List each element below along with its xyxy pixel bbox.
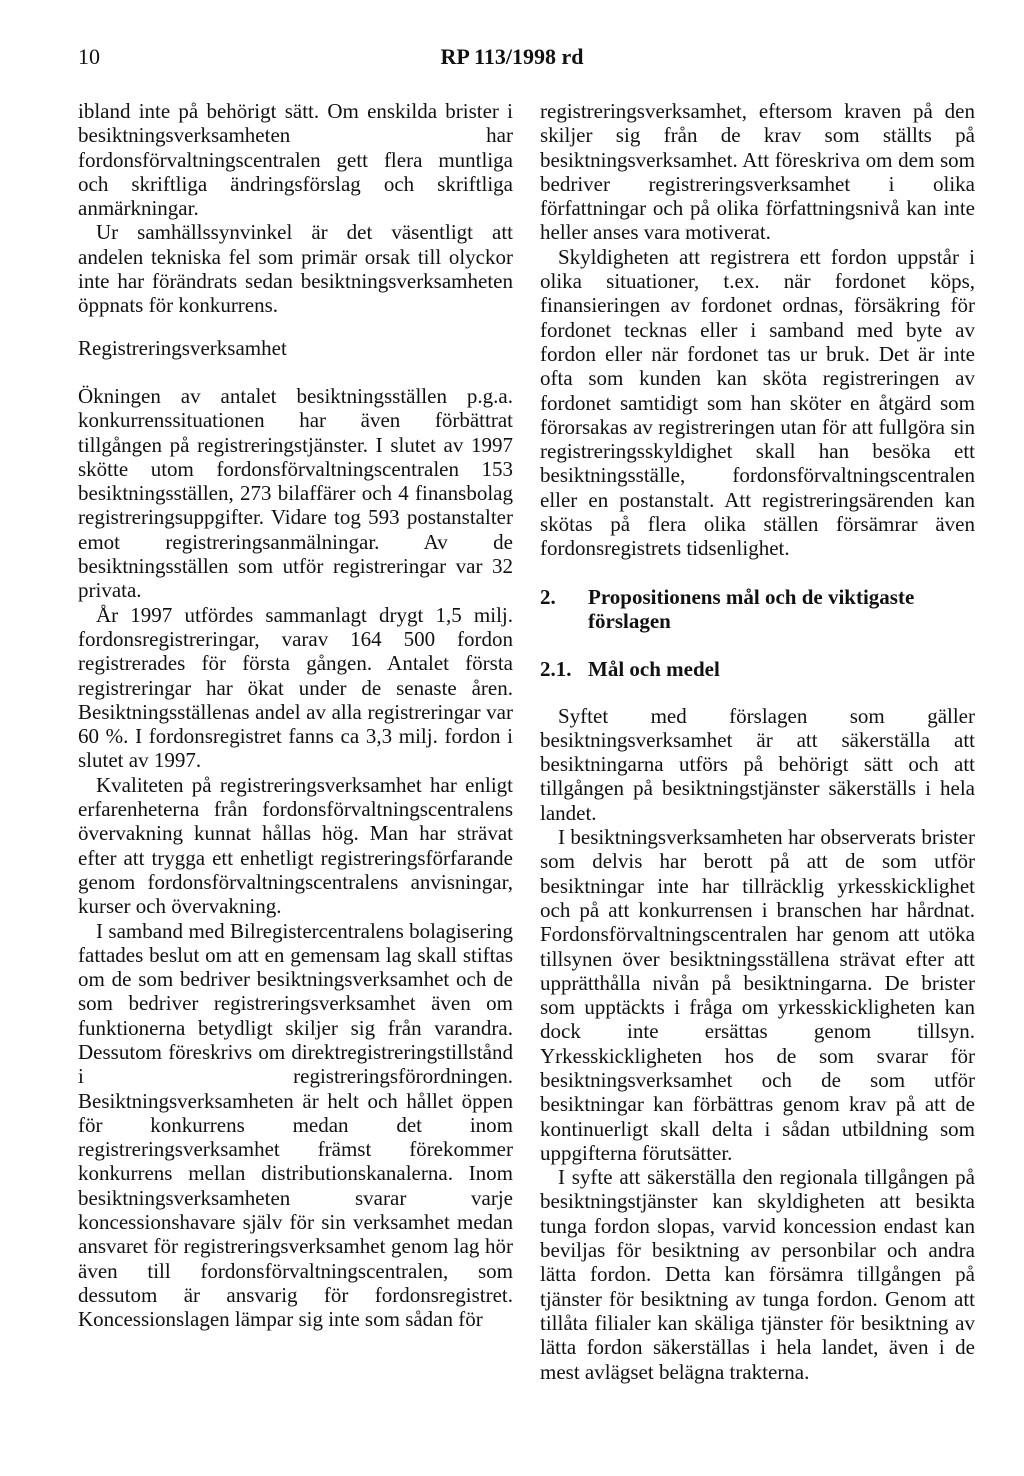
paragraph: I syfte att säkerställa den regionala tillgången på besiktningstjänster kan skyldigheten att besikta tunga fordon slopas, varvid koncession endast kan beviljas för besiktning av personbilar och andra lätta fordon. Detta kan försämra tillgången på tjänster för besiktning av tunga fordon. Genom att tillåta filialer kan skäliga tjänster för besiktning av lätta fordon säkerställas i hela landet, även i de mest avlägset belägna trakterna.	[540, 1165, 975, 1384]
paragraph: I samband med Bilregistercentralens bolagisering fattades beslut om att en gemensam lag skall stiftas om de som bedriver besiktningsverksamhet och de som bedriver registreringsverksamhet även om funktionerna betydligt skiljer sig från varandra. Dessutom föreskrivs om direktregistreringstillstånd i registreringsförordningen. Besiktningsverksamheten är helt och hållet öppen för konkurrens medan det inom registreringsverksamhet främst förekommer konkurrens mellan distributionskanalerna. Inom besiktningsverksamheten svarar varje koncessionshavare själv för sin verksamhet medan ansvaret för registreringsverksamhet genom lag hör även till fordonsförvaltningscentralen, som dessutom är ansvarig för fordonsregistret. Koncessionslagen lämpar sig inte som sådan för	[78, 918, 513, 1332]
paragraph: Ökningen av antalet besiktningsställen p.g.a. konkurrenssituationen har även förbättrat tillgången på registreringstjänster. I slutet av 1997 skötte utom fordonsförvaltningscentralen 153 besiktningsställen, 273 bilaffärer och 4 finansbolag registreringsuppgifter. Vidare tog 593 postanstalter emot registreringsanmälningar. Av de besiktningsställen som utför registreringar var 32 privata.	[78, 383, 513, 603]
section-heading	[540, 585, 975, 634]
subsection-heading	[540, 657, 975, 681]
paragraph: Ur samhällssynvinkel är det väsentligt att andelen tekniska fel som primär orsak till olyckor inte har förändrats sedan besiktningsverksamheten öppnats för konkurrens.	[78, 220, 513, 318]
right-column	[540, 99, 975, 1384]
paragraph: Syftet med förslagen som gäller besiktningsverksamhet är att säkerställa att besiktningarna utförs på behörigt sätt och att tillgången på besiktningstjänster säkerställs i hela landet.	[540, 703, 975, 825]
running-head: RP 113/1998 rd	[440, 44, 584, 69]
subsection-title: Mål och medel	[588, 657, 720, 682]
section-title: Propositionens mål och de viktigaste förslagen	[588, 584, 915, 633]
subheading: Registreringsverksamhet	[78, 335, 287, 360]
paragraph: Kvaliteten på registreringsverksamhet har enligt erfarenheterna från fordonsförvaltningscentralens övervakning kunnat hållas hög. Man har strävat efter att trygga ett enhetligt registreringsförfarande genom fordonsförvaltningscentralens anvisningar, kurser och övervakning.	[78, 772, 513, 919]
subsection-number: 2.1.	[540, 657, 572, 682]
paragraph: I besiktningsverksamheten har observerats brister som delvis har berott på att de som utför besiktningar inte har tillräcklig yrkesskicklighet och på att konkurrensen i branschen har hårdnat. Fordonsförvaltningscentralen har genom att utöka tillsynen över besiktningsställena strävat efter att upprätthålla nivån på besiktningarna. De brister som upptäckts i fråga om yrkesskickligheten kan dock inte ersättas genom tillsyn. Yrkesskickligheten hos de som svarar för besiktningsverksamhet och de som utför besiktningar kan förbättras genom krav på att de kontinuerligt skall delta i sådan utbildning som uppgifterna förutsätter.	[540, 825, 975, 1165]
page-number: 10	[78, 44, 100, 69]
left-column	[78, 99, 513, 1332]
section-number: 2.	[540, 584, 556, 609]
paragraph: Skyldigheten att registrera ett fordon uppstår i olika situationer, t.ex. när fordonet köps, finansieringen av fordonet ordnas, försäkring för fordonet tecknas eller i samband med byte av fordon eller när fordonet tas ur bruk. Det är inte ofta som kunden kan sköta registreringen av fordonet samtidigt som han sköter en åtgärd som förorsakas av registreringen utan för att fullgöra sin registreringsskyldighet skall han besöka ett besiktningsställe, fordonsförvaltningscentralen eller en postanstalt. Att registreringsärenden kan skötas på flera olika ställen försämrar även fordonsregistrets tidsenlighet.	[540, 244, 975, 561]
paragraph: År 1997 utfördes sammanlagt drygt 1,5 milj. fordonsregistreringar, varav 164 500 fordon registrerades för första gången. Antalet första registreringar har ökat under de senaste åren. Besiktningsställenas andel av alla registreringar var 60 %. I fordonsregistret fanns ca 3,3 milj. fordon i slutet av 1997.	[78, 602, 513, 773]
paragraph: registreringsverksamhet, eftersom kraven på den skiljer sig från de krav som ställts på besiktningsverksamhet. Att föreskriva om dem som bedriver registreringsverksamhet i olika författningar och på olika författningsnivå kan inte heller anses vara motiverat.	[540, 99, 975, 245]
paragraph: ibland inte på behörigt sätt. Om enskilda brister i besiktningsverksamheten har fordonsförvaltningscentralen gett flera muntliga och skriftliga ändringsförslag och skriftliga anmärkningar.	[78, 99, 513, 221]
